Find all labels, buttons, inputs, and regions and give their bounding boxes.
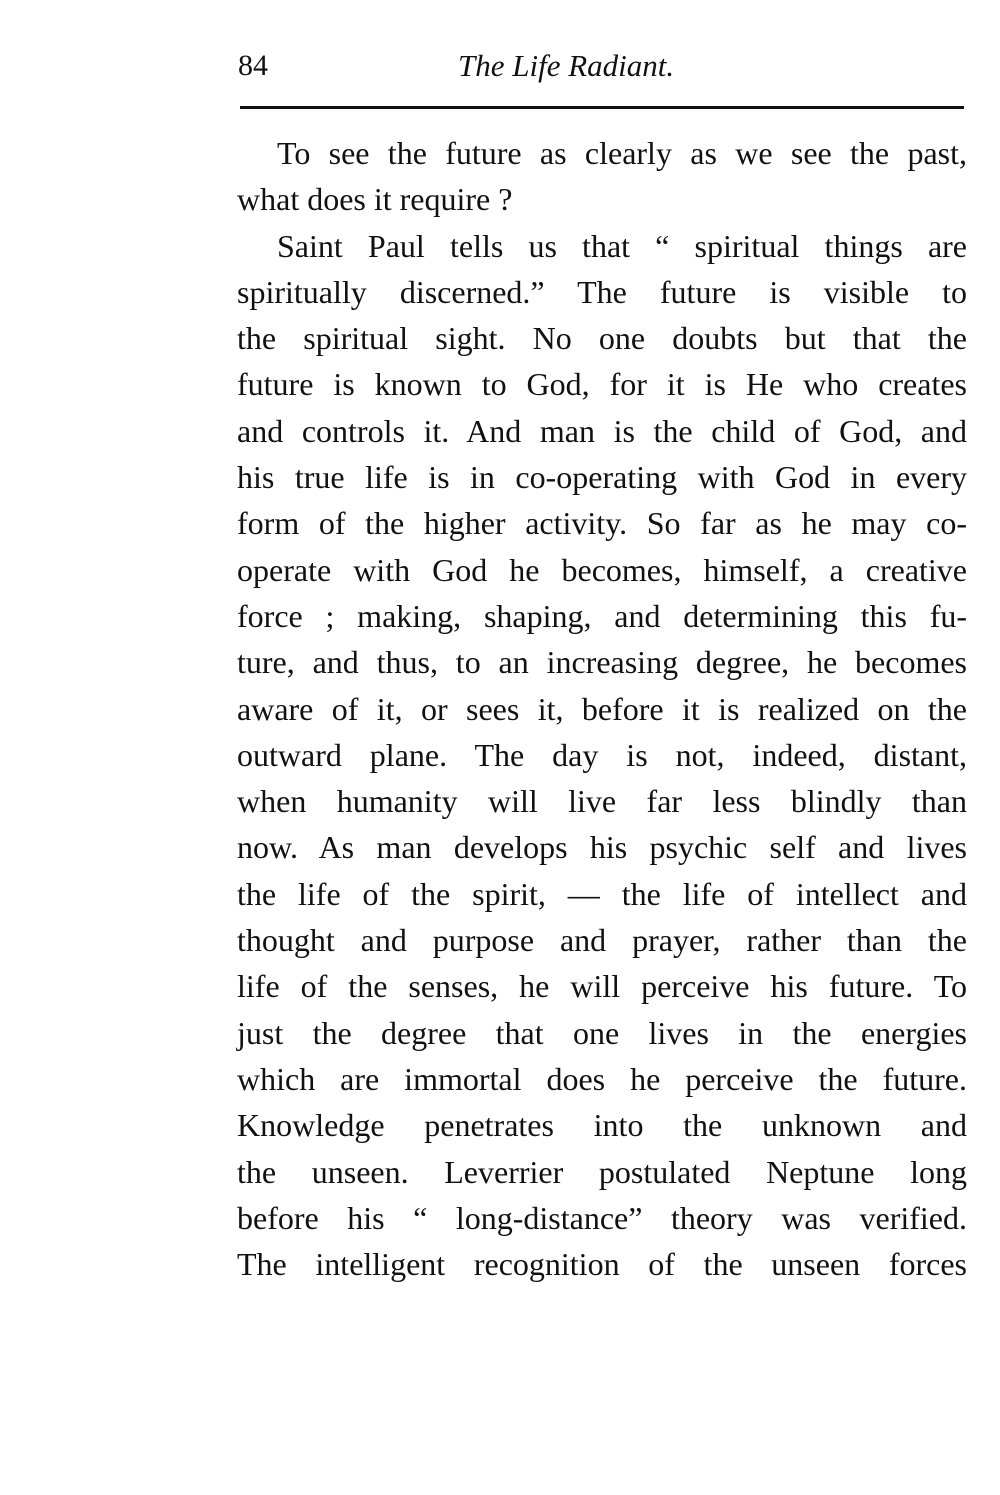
text-line: force ; making, shaping, and determining this fu- [237,597,967,634]
body-text [237,130,967,1287]
page-header [238,40,966,96]
text-line: outward plane. The day is not, indeed, distant, [237,736,967,773]
text-line: Saint Paul tells us that “ spiritual things are [277,227,967,264]
header-rule [240,106,964,109]
text-line: aware of it, or sees it, before it is realized on the [237,690,967,727]
text-line: spiritually discerned.” The future is visible to [237,273,967,310]
text-line: just the degree that one lives in the energies [237,1014,967,1051]
text-line: what does it require ? [237,181,513,218]
text-line: thought and purpose and prayer, rather than the [237,922,967,959]
text-line: the unseen. Leverrier postulated Neptune long [237,1153,967,1190]
text-line: Knowledge penetrates into the unknown and [237,1107,967,1144]
text-line: before his “ long-distance” theory was verified. [237,1199,967,1236]
running-title: The Life Radiant. [458,48,675,83]
text-line: the spiritual sight. No one doubts but that the [237,320,967,357]
text-line: form of the higher activity. So far as he may co- [237,505,967,542]
text-line: ture, and thus, to an increasing degree, he becomes [237,644,967,681]
text-line: the life of the spirit, — the life of intellect and [237,875,967,912]
text-line: To see the future as clearly as we see the past, [277,135,967,171]
text-line: The intelligent recognition of the unseen forces [237,1246,967,1283]
text-line: his true life is in co-operating with God in every [237,459,967,496]
page-number: 84 [238,49,268,82]
text-line: and controls it. And man is the child of God, and [237,412,967,449]
text-line: now. As man develops his psychic self and lives [237,829,967,866]
text-line: operate with God he becomes, himself, a creative [237,551,967,588]
text-line: which are immortal does he perceive the future. [237,1060,967,1097]
text-line: life of the senses, he will perceive his future. To [237,968,967,1005]
text-line: when humanity will live far less blindly than [237,783,967,820]
text-line: future is known to God, for it is He who creates [237,366,967,403]
